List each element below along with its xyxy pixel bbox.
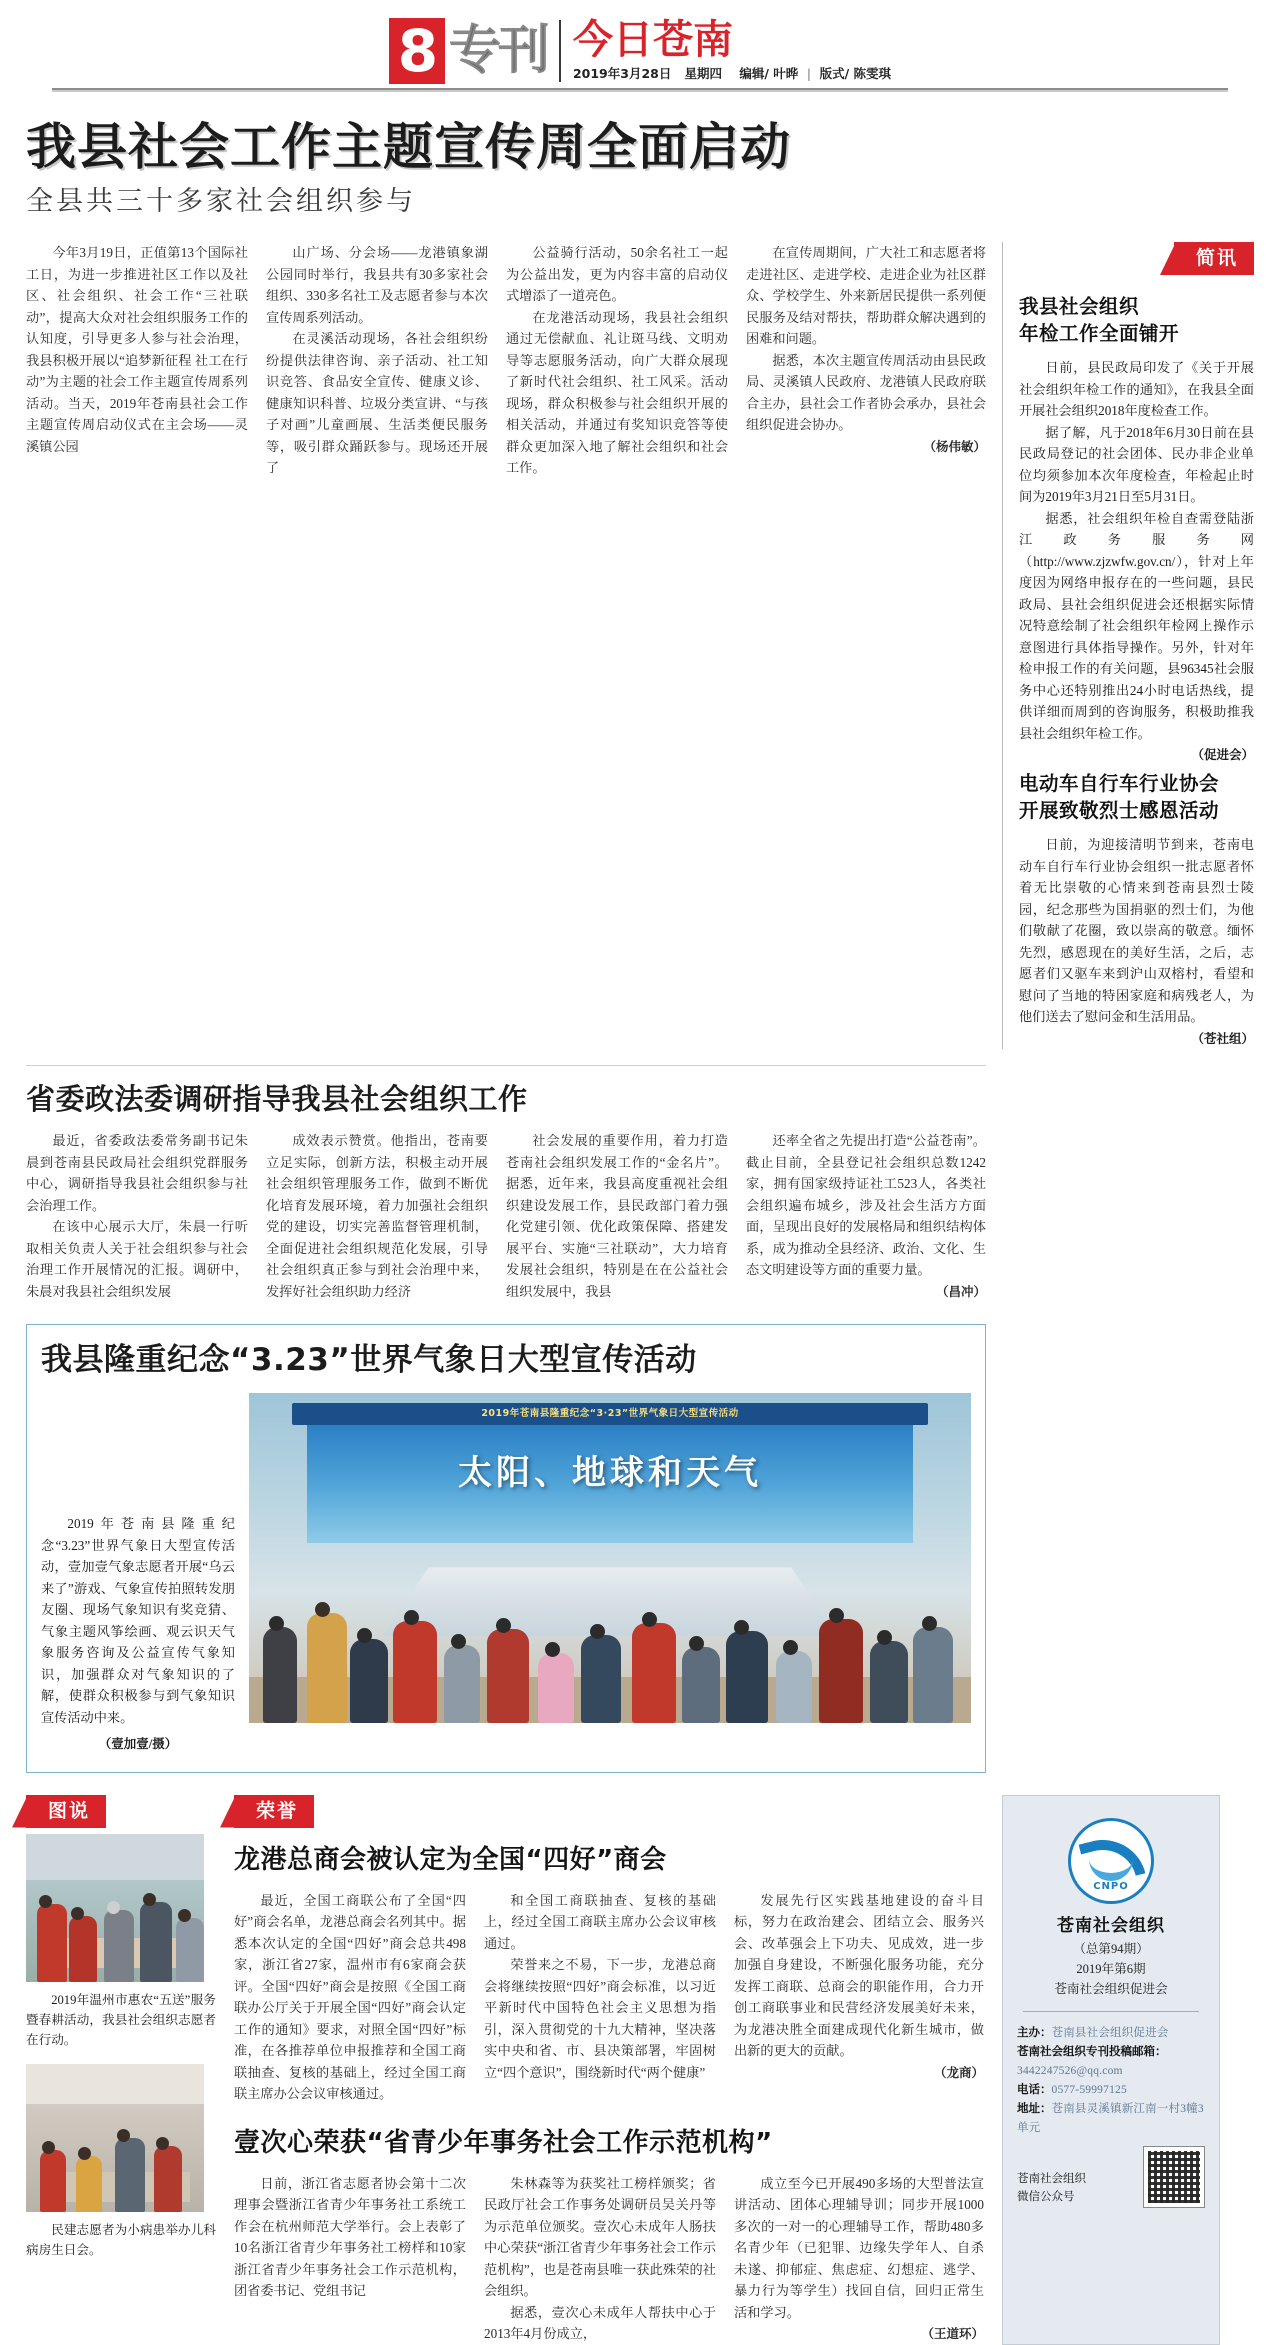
- feature-caption-text: 2019年苍南县隆重纪念“3.23”世界气象日大型宣传活动，壹加壹气象志愿者开展“乌云来了”游戏、气象宣传拍照转发朋友圈、现场气象知识有奖竞猜、气象主题风筝绘画、观云识天气象服务咨询及公益宣传气象知识，加强群众对气象知识的了解，使群众积极参与到气象知识宣传活动中来。: [41, 1516, 235, 1725]
- feature-photo-credit: （壹加壹/摄）: [98, 1737, 178, 1751]
- honor-1-headline: 龙港总商会被认定为全国“四好”商会: [234, 1844, 667, 1875]
- photo-story-caption-2: [26, 2220, 216, 2260]
- photo-ward-wall: [26, 2064, 204, 2104]
- photo-adult-head: [117, 2129, 130, 2142]
- honor-2-col-3-text: 成立至今已开展490多场的大型普法宣讲活动、团体心理辅导训；同步开展1000多次的一对一的心理辅导工作，帮助480多名青少年（已犯罪、边缘失学年人、自杀未遂、抑郁症、焦虑症、幻想症、逃学、暴力行为等学生）找回自信，回归正常生活和学习。: [734, 2175, 984, 2320]
- page-number-badge: 8: [389, 18, 445, 84]
- honor-2-col-1: [234, 2173, 484, 2345]
- weather-feature: [26, 1324, 986, 1773]
- crowd-person: [444, 1645, 480, 1723]
- brief-2-body: [1019, 834, 1254, 1046]
- article-2-col-3: [506, 1130, 746, 1302]
- org-contact-info: [1017, 2024, 1205, 2138]
- lead-col-2: [266, 242, 506, 1049]
- paper-name: 今日苍南: [572, 17, 733, 63]
- photo-visitor-head: [107, 1901, 120, 1914]
- crowd-person: [393, 1621, 437, 1723]
- lead-col-4-text: 在宣传周期间，广大社工和志愿者将走进社区、走进学校、走进企业为社区群众、学校学生、外来新居民提供一系列便民服务及结对帮扶，帮助群众解决遇到的困难和问题。: [746, 245, 986, 346]
- supplement-label: 专刊: [448, 21, 547, 81]
- article-2: [26, 1065, 986, 1302]
- crowd-person-head: [590, 1624, 605, 1639]
- issue-date: 2019年3月28日: [572, 66, 672, 81]
- crowd-person-head: [642, 1612, 657, 1627]
- article-2-col-1: [26, 1130, 266, 1302]
- crowd-person: [581, 1635, 621, 1723]
- brief-1-body: [1019, 357, 1254, 762]
- lead-col-3-text: 公益骑行活动，50余名社工一起为公益出发，更为内容丰富的启动仪式增添了一道亮色。: [506, 245, 728, 303]
- feature-photo: [249, 1393, 971, 1723]
- photo-visitor: [176, 1918, 204, 1982]
- honor-2-col-3: [734, 2173, 984, 2345]
- honor-1-col-3: [734, 1890, 984, 2105]
- brief-1-title: 我县社会组织 年检工作全面铺开: [1019, 295, 1180, 345]
- org-info-row: [1017, 2062, 1205, 2081]
- org-line-3: 苍南社会组织促进会: [1054, 1981, 1168, 1996]
- crowd-person: [726, 1631, 768, 1723]
- article-2-col-2-text: 成效表示赞赏。他指出，苍南要立足实际，创新方法，积极主动开展社会组织管理服务工作，做到不断优化培育发展环境，着力加强社会组织党的建设，切实完善监督管理机制，全面促进社会组织规范化发展，引导社会组织真正参与到社会治理中来，发挥好社会组织助力经济: [266, 1133, 488, 1299]
- paragraph: 在灵溪活动现场，各社会组织纷纷提供法律咨询、亲子活动、社工知识竞答、食品安全宣传、健康义诊、健康知识科普、垃圾分类宣讲、“与孩子对画”儿童画展、生活类便民服务等，吸引群众踊跃参与。现场还开展了: [266, 331, 488, 475]
- masthead: [26, 0, 1254, 92]
- article-2-columns: [26, 1130, 986, 1302]
- logo-text: CNPO: [1093, 1880, 1129, 1892]
- crowd-person-head: [922, 1616, 937, 1631]
- honor-2-col-1-text: 日前，浙江省志愿者协会第十二次理事会暨浙江省青少年事务社工系统工作会在杭州师范大学举行。会上表彰了10名浙江省青少年事务社工榜样和10家浙江省青少年事务社会工作示范机构，团省委书记、党组书记: [234, 2175, 466, 2298]
- org-info-val-4: 苍南县灵溪镇新江南一村3幢3单元: [1017, 2102, 1204, 2134]
- honor-1-col-1-text: 最近，全国工商联公布了全国“四好”商会名单，龙港总商会名列其中。据悉本次认定的全国“四好”商会总共498家，浙江省27家，温州市有6家商会获评。全国“四好”商会是按照《全国工商联办公厅关于开展全国“四好”商会认定工作的通知》要求，对照全国“四好”标准，在各推荐单位申报推荐和全国工商联抽查、复核的基础上，经过全国工商联主席办公会议审核通过。: [234, 1892, 466, 2101]
- honor-1-col-2-text: 和全国工商联抽查、复核的基础上，经过全国工商联主席办公会议审核通过。: [484, 1892, 716, 1951]
- org-box-rule: [1023, 2011, 1199, 2012]
- brief-1-byline: （促进会）: [1191, 747, 1254, 762]
- photo-adult: [154, 2146, 182, 2212]
- paragraph: 荣誉来之不易，下一步，龙港总商会将继续按照“四好”商会标准，以习近平新时代中国特色社会主义思想为指引，深入贯彻党的十九大精神，坚决落实中央和省、市、县决策部署，牢固树立“四个意识”，围绕新时代“两个健康”: [484, 1957, 716, 2080]
- masthead-inner: [389, 18, 891, 84]
- lead-col-1: [26, 242, 266, 1049]
- paragraph: 在该中心展示大厅，朱晨一行听取相关负责人关于社会组织参与社会治理工作开展情况的汇报。调研中，朱晨对我县社会组织发展: [26, 1219, 248, 1299]
- org-line-2: 2019年第6期: [1076, 1961, 1146, 1976]
- photo-child: [76, 2156, 102, 2212]
- photo-story-column: [26, 1795, 216, 2345]
- photo-volunteer-head: [39, 1895, 52, 1908]
- org-line-1: （总第94期）: [1073, 1941, 1149, 1956]
- photo-visitor: [104, 1910, 134, 1982]
- paragraph: 在龙港活动现场，我县社会组织通过无偿献血、礼让斑马线、文明劝导等志愿服务活动，向广大群众展现了新时代社会组织、社工风采。活动现场，群众积极参与社会组织开展的相关活动，并通过有奖知识竞答等使群众更加深入地了解社会组织和社会工作。: [506, 309, 728, 475]
- photo-banner-text: 2019年苍南县隆重纪念“3·23”世界气象日大型宣传活动: [481, 1408, 739, 1419]
- photo-adult-head: [156, 2137, 169, 2150]
- editor-credit: 编辑/ 叶晔: [739, 66, 799, 81]
- issue-weekday: 星期四: [684, 66, 722, 81]
- article-2-top-rule: [26, 1065, 986, 1066]
- qr-caption: 苍南社会组织 微信公众号: [1017, 2172, 1086, 2203]
- org-box-column: [984, 1795, 1220, 2345]
- masthead-rule: [52, 88, 1228, 92]
- lead-headline: 我县社会工作主题宣传周全面启动: [26, 118, 791, 176]
- honors-tag-wrap: [234, 1795, 984, 1828]
- photo-visitor-head: [143, 1893, 156, 1906]
- paragraph: 据悉，社会组织年检自查需登陆浙江政务服务网（http://www.zjzwfw.gov.cn/），针对上年度因为网络申报存在的一些问题，县民政局、县社会组织促进会还根据实际情况特意绘制了社会组织年检网上操作示意图进行具体指导操作。另外，针对年检申报工作的有关问题，县96345社会服务中心还特别推出24小时电话热线，提供详细而周到的咨询服务，积极助推我县社会组织年检工作。: [1019, 510, 1254, 741]
- masthead-meta: 2019年3月28日 星期四 编辑/ 叶晔 | 版式/ 陈雯琪: [572, 66, 892, 81]
- org-title: 苍南社会组织: [1057, 1915, 1165, 1936]
- feature-body: [41, 1393, 971, 1756]
- crowd-person: [819, 1619, 863, 1723]
- org-info-row: [1017, 2043, 1205, 2062]
- brief-2-byline: （苍社组）: [1191, 1030, 1254, 1046]
- crowd-person: [632, 1623, 676, 1723]
- lead-col-1-text: 今年3月19日，正值第13个国际社工日，为进一步推进社区工作以及社区、社会组织、社会工作“三社联动”，提高大众对社会组织服务工作的认知度，引导更多人参与社会治理，我县积极开展以“追梦新征程 社工在行动”为主题的社会工作主题宣传周系列活动。当天，2019年苍南县社会工作主题宣传周启动仪式在主会场——灵溪镇公园: [26, 245, 248, 454]
- masthead-divider: [559, 20, 561, 82]
- photo-visitor-head: [178, 1909, 191, 1922]
- masthead-right: [573, 18, 891, 84]
- wechat-qr-code: [1143, 2146, 1205, 2208]
- org-info-row: [1017, 2024, 1205, 2043]
- honor-2-columns: [234, 2173, 984, 2345]
- org-info-val-1: 苍南社会组织专刊投稿邮箱：: [1017, 2045, 1167, 2058]
- photo-story-caption-2-text: 民建志愿者为小病患举办儿科病房生日会。: [26, 2222, 216, 2257]
- honor-2-headline: 壹次心荣获“省青少年事务社会工作示范机构”: [234, 2127, 773, 2158]
- crowd-person: [870, 1641, 908, 1723]
- brief-1-text: 日前，县民政局印发了《关于开展社会组织年检工作的通知》，在我县全面开展社会组织2018年度检查工作。: [1019, 360, 1254, 418]
- photo-story-tag-wrap: [26, 1795, 216, 1828]
- honor-1-col-2: [484, 1890, 734, 2105]
- sidebar-separator: [1002, 242, 1003, 1049]
- org-info-val-0: 苍南县社会组织促进会: [1051, 2026, 1169, 2039]
- crowd-person: [350, 1639, 388, 1723]
- crowd-person: [538, 1653, 574, 1723]
- honor-1-byline: （龙商）: [933, 2064, 984, 2080]
- honor-1-col-3-text: 发展先行区实践基地建设的奋斗目标，努力在政治建会、团结立会、服务兴会、改革强会上下功夫、见成效，进一步加强自身建设，不断强化服务功能，充分发挥工商联、总商会的职能作用，合力开创工商联事业和民营经济发展美好未来，为龙港决胜全面建成现代化新生城市，做出新的更大的贡献。: [734, 1892, 984, 2058]
- article-2-col-4-text: 还率全省之先提出打造“公益苍南”。截止目前，全县登记社会组织总数1242家，拥有国家级持证社工523人，各类社会组织遍布城乡，涉及社会生活方方面面，呈现出良好的发展格局和组织结构体系，成为推动全县经济、政治、文化、生态文明建设等方面的重要力量。: [746, 1133, 986, 1277]
- org-box: [1002, 1795, 1220, 2345]
- org-info-val-2: 3442247526@qq.com: [1017, 2064, 1123, 2077]
- article-2-col-1-text: 最近，省委政法委常务副书记朱晨到苍南县民政局社会组织党群服务中心，调研指导我县社会组织参与社会治理工作。: [26, 1133, 248, 1213]
- photo-visitor: [140, 1902, 172, 1982]
- honors-column: [216, 1795, 984, 2345]
- org-info-key-0: 主办：: [1017, 2026, 1052, 2039]
- lead-col-4: [746, 242, 986, 1049]
- paragraph: 据了解，凡于2018年6月30日前在县民政局登记的社会团体、民办非企业单位均须参加本次年度检查，年检起止时间为2019年3月21日至5月31日。: [1019, 424, 1254, 504]
- lead-col-2-text: 山广场、分会场——龙港镇象湖公园同时举行，我县共有30多家社会组织、330多名社工及志愿者参与本次宣传周系列活动。: [266, 245, 488, 325]
- photo-volunteer-head: [71, 1907, 84, 1920]
- org-info-key-3: 电话：: [1017, 2083, 1052, 2096]
- bottom-section: [26, 1795, 1254, 2345]
- photo-child-head: [78, 2147, 91, 2160]
- briefs-tag: 简讯: [1174, 242, 1254, 275]
- photo-crowd: [249, 1533, 971, 1723]
- honor-2-col-2: [484, 2173, 734, 2345]
- org-info-row: [1017, 2100, 1205, 2138]
- photo-tent: [26, 1834, 204, 1880]
- brief-2-text: 日前，为迎接清明节到来，苍南电动车自行车行业协会组织一批志愿者怀着无比崇敬的心情来到苍南县烈士陵园，纪念那些为国捐驱的烈士们，为他们敬献了花圈，致以崇高的敬意。缅怀先烈，感恩现在的美好生活，之后，志愿者们又驱车来到沪山双榕村，看望和慰问了当地的特困家庭和病残老人，为他们送去了慰问金和生活用品。: [1019, 837, 1254, 1024]
- photo-backdrop-text: 太阳、地球和天气: [458, 1453, 762, 1493]
- photo-story-caption-1-text: 2019年温州市惠农“五送”服务暨春耕活动，我县社会组织志愿者在行动。: [26, 1992, 216, 2047]
- crowd-person-head: [496, 1618, 511, 1633]
- crowd-person-head: [545, 1642, 560, 1657]
- lead-col-3: [506, 242, 746, 1049]
- photo-child: [40, 2150, 66, 2212]
- lead-article-columns: [26, 242, 986, 1049]
- photo-adult: [115, 2138, 145, 2212]
- lead-byline: （杨伟敏）: [923, 438, 986, 454]
- briefs-tag-wrap: [1019, 242, 1254, 275]
- crowd-person: [682, 1647, 720, 1723]
- honor-1-columns: [234, 1890, 984, 2105]
- crowd-person: [487, 1629, 529, 1723]
- honor-2-col-2-text: 朱林森等为获奖社工榜样颁奖；省民政厅社会工作事务处调研员吴关丹等为示范单位颁奖。壹次心未成年人肠扶中心荣获“浙江省青少年事务社会工作示范机构”，也是苍南县唯一获此殊荣的社会组织。: [484, 2175, 716, 2298]
- honor-2-byline: （王道环）: [921, 2326, 984, 2341]
- crowd-person: [263, 1627, 297, 1723]
- photo-child-head: [42, 2141, 55, 2154]
- paragraph: 据悉，本次主题宣传周活动由县民政局、灵溪镇人民政府、龙港镇人民政府联合主办，县社会工作者协会承办，县社会组织促进会协办。: [746, 352, 986, 432]
- layout-credit: 版式/ 陈雯琪: [819, 66, 892, 81]
- brief-2-title: 电动车自行车行业协会 开展致敬烈士感恩活动: [1019, 772, 1220, 822]
- lead-article-area: [26, 242, 1254, 1049]
- article-2-byline: （昌冲）: [935, 1283, 986, 1299]
- photo-story-tag: 图说: [26, 1795, 106, 1828]
- org-qr-row: [1017, 2138, 1205, 2212]
- lead-subheadline: 全县共三十多家社会组织参与: [26, 186, 416, 216]
- photo-volunteer: [37, 1904, 67, 1982]
- briefs-sidebar: [1019, 242, 1254, 1049]
- cnpo-logo-icon: [1068, 1818, 1154, 1904]
- org-info-row: [1017, 2081, 1205, 2100]
- photo-story-image-2: [26, 2064, 204, 2212]
- article-2-headline: 省委政法委调研指导我县社会组织工作: [26, 1082, 528, 1116]
- honors-tag: 荣誉: [234, 1795, 314, 1828]
- photo-story-caption-1: [26, 1990, 216, 2050]
- org-info-key-4: 地址：: [1017, 2102, 1052, 2115]
- photo-story-image-1: [26, 1834, 204, 1982]
- org-info-val-3: 0577-59997125: [1051, 2083, 1127, 2096]
- article-2-col-4: [746, 1130, 986, 1302]
- crowd-person: [913, 1627, 953, 1723]
- paragraph: 据悉，壹次心未成年人帮扶中心于2013年4月份成立，: [484, 2304, 716, 2341]
- feature-caption: [41, 1393, 235, 1756]
- crowd-person: [307, 1613, 347, 1723]
- photo-volunteer: [69, 1916, 97, 1982]
- crowd-person: [776, 1651, 812, 1723]
- article-2-col-2: [266, 1130, 506, 1302]
- honor-1-col-1: [234, 1890, 484, 2105]
- feature-headline: 我县隆重纪念“3.23”世界气象日大型宣传活动: [41, 1342, 697, 1378]
- article-2-col-3-text: 社会发展的重要作用，着力打造苍南社会组织发展工作的“金名片”。据悉，近年来，我县高度重视社会组织建设发展工作，县民政部门着力强化党建引领、优化政策保障、搭建发展平台、实施“三社联动”，大力培育发展社会组织，特别是在在公益社会组织发展中，我县: [506, 1133, 728, 1299]
